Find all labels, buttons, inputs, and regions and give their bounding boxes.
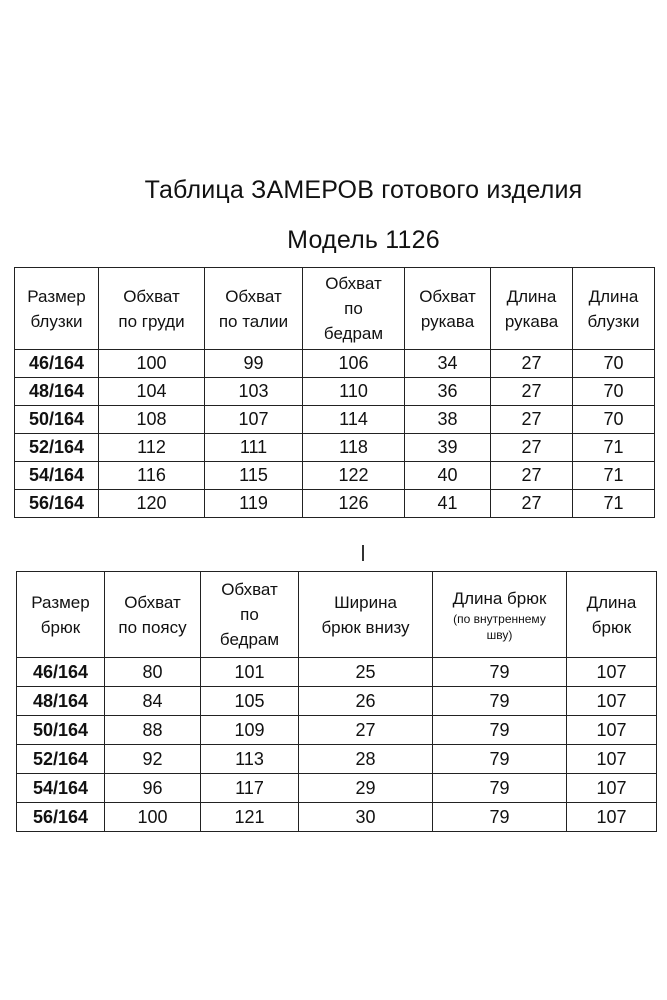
table-cell: 71 — [573, 434, 655, 462]
blouse-measurements-table — [14, 267, 655, 518]
table-cell: 107 — [567, 745, 657, 774]
table-row — [15, 350, 655, 378]
size-cell: 52/164 — [15, 434, 99, 462]
header-pants-length: Длина брюк — [567, 572, 657, 658]
table-cell: 40 — [405, 462, 491, 490]
table-cell: 30 — [299, 803, 433, 832]
table-cell: 27 — [299, 716, 433, 745]
table-row — [17, 774, 657, 803]
header-pants-size: Размер брюк — [17, 572, 105, 658]
table-cell: 106 — [303, 350, 405, 378]
table-cell: 92 — [105, 745, 201, 774]
table-cell: 34 — [405, 350, 491, 378]
table-cell: 113 — [201, 745, 299, 774]
table-cell: 107 — [567, 774, 657, 803]
table-row — [17, 716, 657, 745]
header-waist: Обхват по талии — [205, 268, 303, 350]
header-hips: Обхват по бедрам — [303, 268, 405, 350]
header-sleeve-girth: Обхват рукава — [405, 268, 491, 350]
table-row — [15, 462, 655, 490]
table-cell: 105 — [201, 687, 299, 716]
table-cell: 27 — [491, 406, 573, 434]
table-cell: 79 — [433, 774, 567, 803]
table-cell: 121 — [201, 803, 299, 832]
model-title: Модель 1126 — [287, 226, 440, 254]
size-cell: 50/164 — [17, 716, 105, 745]
table-cell: 28 — [299, 745, 433, 774]
header-blouse-length: Длина блузки — [573, 268, 655, 350]
header-bottom-width: Ширина брюк внизу — [299, 572, 433, 658]
table-cell: 99 — [205, 350, 303, 378]
table-cell: 27 — [491, 350, 573, 378]
table-cell: 109 — [201, 716, 299, 745]
size-cell: 46/164 — [15, 350, 99, 378]
table-cell: 115 — [205, 462, 303, 490]
stray-mark — [362, 545, 364, 561]
table-cell: 29 — [299, 774, 433, 803]
table-cell: 96 — [105, 774, 201, 803]
table-cell: 108 — [99, 406, 205, 434]
table-cell: 107 — [567, 803, 657, 832]
size-cell: 54/164 — [15, 462, 99, 490]
table-cell: 100 — [99, 350, 205, 378]
size-cell: 56/164 — [15, 490, 99, 518]
table-cell: 119 — [205, 490, 303, 518]
table-cell: 107 — [567, 658, 657, 687]
table-cell: 39 — [405, 434, 491, 462]
table-cell: 71 — [573, 462, 655, 490]
table-cell: 41 — [405, 490, 491, 518]
table-row — [15, 434, 655, 462]
table-header-row — [17, 572, 657, 658]
table-cell: 117 — [201, 774, 299, 803]
table-cell: 27 — [491, 490, 573, 518]
table-cell: 80 — [105, 658, 201, 687]
header-inseam-length: Длина брюк (по внутреннему шву) — [433, 572, 567, 658]
table-cell: 107 — [205, 406, 303, 434]
size-cell: 52/164 — [17, 745, 105, 774]
table-cell: 79 — [433, 716, 567, 745]
table-cell: 112 — [99, 434, 205, 462]
table-cell: 27 — [491, 434, 573, 462]
table-cell: 120 — [99, 490, 205, 518]
size-cell: 46/164 — [17, 658, 105, 687]
table-cell: 84 — [105, 687, 201, 716]
table-cell: 111 — [205, 434, 303, 462]
table-row — [17, 745, 657, 774]
table-cell: 26 — [299, 687, 433, 716]
header-blouse-size: Размер блузки — [15, 268, 99, 350]
size-cell: 50/164 — [15, 406, 99, 434]
header-hips: Обхват по бедрам — [201, 572, 299, 658]
table-cell: 79 — [433, 658, 567, 687]
table-cell: 107 — [567, 716, 657, 745]
header-chest: Обхват по груди — [99, 268, 205, 350]
document-title: Таблица ЗАМЕРОВ готового изделия — [144, 176, 583, 204]
table-row — [17, 803, 657, 832]
table-cell: 71 — [573, 490, 655, 518]
table-cell: 79 — [433, 803, 567, 832]
table-cell: 27 — [491, 378, 573, 406]
table-cell: 70 — [573, 378, 655, 406]
table-row — [17, 658, 657, 687]
table-cell: 38 — [405, 406, 491, 434]
size-cell: 48/164 — [15, 378, 99, 406]
table-cell: 79 — [433, 745, 567, 774]
table-row — [15, 406, 655, 434]
pants-measurements-table — [16, 571, 657, 832]
table-cell: 101 — [201, 658, 299, 687]
table-cell: 122 — [303, 462, 405, 490]
table-cell: 70 — [573, 406, 655, 434]
table-cell: 107 — [567, 687, 657, 716]
table-cell: 25 — [299, 658, 433, 687]
table-cell: 70 — [573, 350, 655, 378]
size-cell: 48/164 — [17, 687, 105, 716]
table-cell: 103 — [205, 378, 303, 406]
table-cell: 88 — [105, 716, 201, 745]
size-cell: 56/164 — [17, 803, 105, 832]
table-cell: 110 — [303, 378, 405, 406]
table-row — [17, 687, 657, 716]
table-cell: 118 — [303, 434, 405, 462]
table-cell: 114 — [303, 406, 405, 434]
table-cell: 104 — [99, 378, 205, 406]
table-row — [15, 490, 655, 518]
table-row — [15, 378, 655, 406]
table-cell: 27 — [491, 462, 573, 490]
table-cell: 36 — [405, 378, 491, 406]
header-waistband: Обхват по поясу — [105, 572, 201, 658]
table-cell: 100 — [105, 803, 201, 832]
table-header-row — [15, 268, 655, 350]
table-cell: 79 — [433, 687, 567, 716]
size-cell: 54/164 — [17, 774, 105, 803]
table-cell: 126 — [303, 490, 405, 518]
table-cell: 116 — [99, 462, 205, 490]
header-sleeve-length: Длина рукава — [491, 268, 573, 350]
